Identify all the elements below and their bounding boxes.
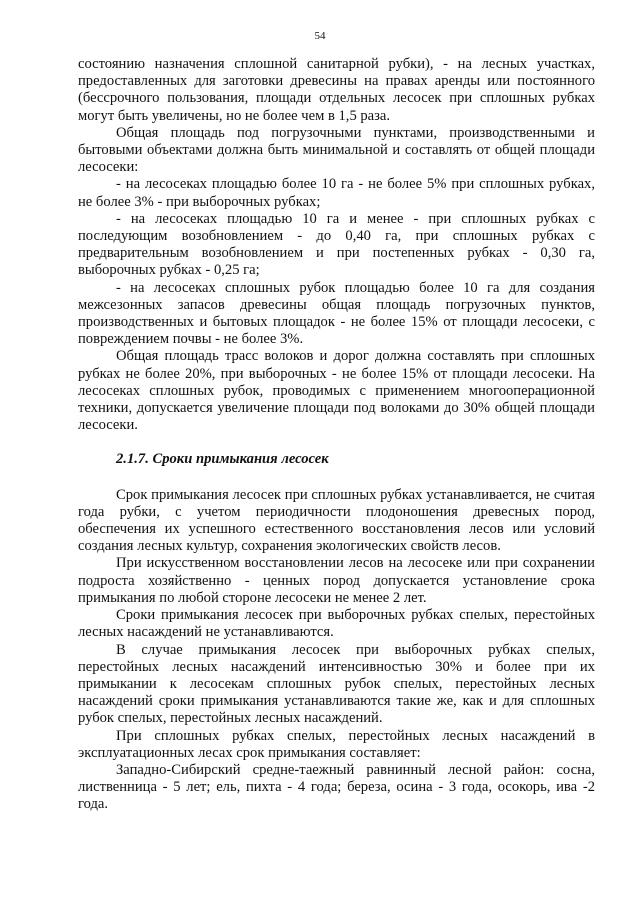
paragraph: Сроки примыкания лесосек при выборочных рубках спелых, перестойных лесных насаждений не устанавливаются. <box>78 607 595 641</box>
paragraph: В случае примыкания лесосек при выборочных рубках спелых, перестойных лесных насаждений интенсивностью 30% и более при их примыкании к лесосекам сплошных рубок спелых, перестойных лесных насаждений сроки примыкания устанавливаются такие же, как и для сплошных рубок спелых, перестойных лесных насаждений. <box>78 641 595 727</box>
paragraph: При искусственном восстановлении лесов на лесосеке или при сохранении подроста хозяйственно - ценных пород допускается установление срока примыкания по любой стороне лесосеки не менее 2 лет. <box>78 555 595 606</box>
paragraph: состоянию назначения сплошной санитарной рубки), - на лесных участках, предоставленных для заготовки древесины на правах аренды или постоянного (бессрочного пользования, площади отдельных лесосек при сплошных рубках могут быть увеличены, но не более чем в 1,5 раза. <box>78 56 595 124</box>
paragraph: При сплошных рубках спелых, перестойных лесных насаждений в эксплуатационных лесах срок примыкания составляет: <box>78 727 595 761</box>
list-item: - на лесосеках площадью 10 га и менее - при сплошных рубках с последующим возобновлением - до 0,40 га, при сплошных рубках с предварительным возобновлением и при постепенных рубках - 0,30 га, выборочных рубках - 0,25 га; <box>78 210 595 279</box>
section-heading: 2.1.7. Сроки примыкания лесосек <box>116 451 329 468</box>
page-number: 54 <box>314 30 326 42</box>
paragraph: Общая площадь под погрузочными пунктами, производственными и бытовыми объектами должна быть минимальной и составлять от общей площади лесосеки: <box>78 124 595 176</box>
paragraph: Западно-Сибирский средне-таежный равнинный лесной район: сосна, лиственница - 5 лет; ель, пихта - 4 года; береза, осина - 3 года, осокорь, ива -2 года. <box>78 761 595 813</box>
list-item: - на лесосеках площадью более 10 га - не более 5% при сплошных рубках, не более 3% - при выборочных рубках; <box>78 176 595 210</box>
document-body <box>78 56 595 814</box>
paragraph: Срок примыкания лесосек при сплошных рубках устанавливается, не считая года рубки, с учетом периодичности плодоношения древесных пород, обеспечения их успешного естественного восстановления лесов или условий создания лесных культур, сохранения экологических свойств лесов. <box>78 486 595 555</box>
paragraph: Общая площадь трасс волоков и дорог должна составлять при сплошных рубках не более 20%, при выборочных - не более 15% от площади лесосеки. На лесосеках сплошных рубок, проводимых с применением многооперационной техники, допускается увеличение площади под волоками до 30% общей площади лесосеки. <box>78 348 595 434</box>
list-item: - на лесосеках сплошных рубок площадью более 10 га для создания межсезонных запасов древесины общая площадь погрузочных пунктов, производственных и бытовых площадок - не более 15% от площади лесосеки, с повреждением почвы - не более 3%. <box>78 279 595 348</box>
